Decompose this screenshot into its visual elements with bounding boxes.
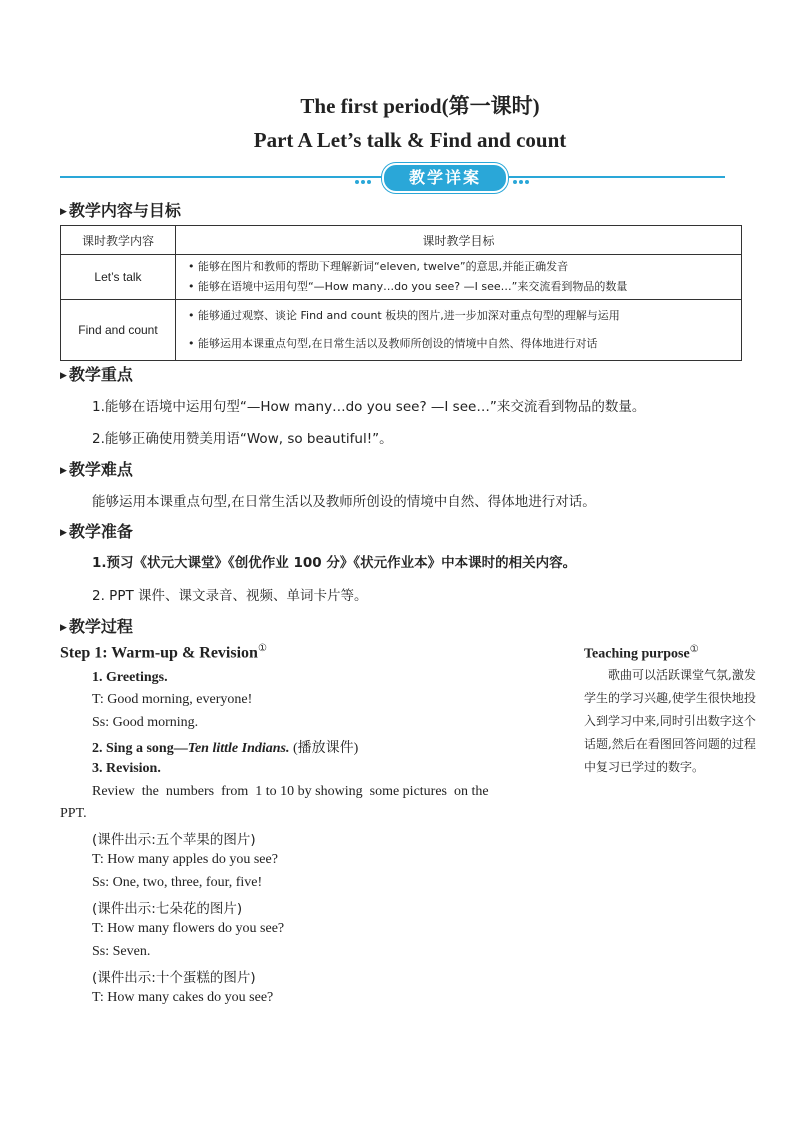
dialogue-line: Ss: Good morning. [92,715,199,730]
table-header: 课时教学目标 [176,226,742,255]
section-heading-goals: ▶ 教学内容与目标 [60,201,181,220]
preparation-item-1: 1.预习《状元大课堂》《创优作业 100 分》《状元作业本》中本课时的相关内容。 [92,555,577,571]
key-point-1: 1.能够在语境中运用句型“—How many…do you see? —I see…”来交流看到物品的数量。 [92,399,646,415]
dialogue-line: T: Good morning, everyone! [92,692,253,707]
item-revision: 3. Revision. [92,761,161,776]
banner-dots-right [512,169,538,183]
section-heading-process: ▶ 教学过程 [60,617,133,636]
triangle-icon: ▶ [60,371,67,381]
triangle-icon: ▶ [60,623,67,633]
ppt-note: (课件出示:五个苹果的图片) [92,832,256,848]
section-heading-key-points: ▶ 教学重点 [60,365,133,384]
section-heading-preparation: ▶ 教学准备 [60,522,133,541]
dialogue-line: T: How many apples do you see? [92,852,278,867]
review-text: Review the numbers from 1 to 10 by showing some pictures on the [92,784,489,799]
dialogue-line: Ss: One, two, three, four, five! [92,875,263,890]
table-cell-goals [176,255,742,300]
footnote-marker: ① [257,643,267,654]
goal-item: • 能够通过观察、谈论 Find and count 板块的图片,进一步加深对重点句型的理解与运用 [188,309,620,322]
triangle-icon: ▶ [60,207,67,217]
table-cell-goals [176,300,742,361]
table-cell-content: Let’s talk [61,255,176,300]
lesson-title: The first period(第一课时) [300,94,540,118]
side-note-text: 歌曲可以活跃课堂气氛,激发学生的学习兴趣,使学生很快地投入到学习中来,同时引出数字这个话题,然后在看图回答问题的过程中复习已学过的数字。 [584,668,756,774]
item-sing-song: 2. Sing a song—Ten little Indians. (播放课件) [92,741,359,756]
table-header: 课时教学内容 [61,226,176,255]
lesson-subtitle: Part A Let’s talk & Find and count [253,128,567,152]
preparation-item-2: 2. PPT 课件、课文录音、视频、单词卡片等。 [92,588,368,604]
side-note-title: Teaching purpose① [584,644,699,662]
banner-dots-left [354,169,380,183]
difficulty-text: 能够运用本课重点句型,在日常生活以及教师所创设的情境中自然、得体地进行对话。 [92,494,596,510]
table-cell-content: Find and count [61,300,176,361]
dialogue-line: Ss: Seven. [92,944,151,959]
key-point-2: 2.能够正确使用赞美用语“Wow, so beautiful!”。 [92,431,393,447]
table-row [61,300,742,361]
goal-item: • 能够在图片和教师的帮助下理解新词“eleven, twelve”的意思,并能正确发音 [188,260,569,273]
dialogue-line: T: How many flowers do you see? [92,921,285,936]
goal-item: • 能够运用本课重点句型,在日常生活以及教师所创设的情境中自然、得体地进行对话 [188,337,598,350]
table-row [61,255,742,300]
objectives-table [60,225,742,361]
table-header-row [61,226,742,255]
ppt-note: (课件出示:十个蛋糕的图片) [92,970,256,986]
section-heading-difficulties: ▶ 教学难点 [60,460,133,479]
review-text-cont: PPT. [60,806,87,821]
section-banner [60,161,725,191]
dialogue-line: T: How many cakes do you see? [92,990,274,1005]
triangle-icon: ▶ [60,466,67,476]
goal-item: • 能够在语境中运用句型“—How many…do you see? —I see…”来交流看到物品的数量 [188,280,628,293]
ppt-note: (课件出示:七朵花的图片) [92,901,243,917]
step-1-title: Step 1: Warm-up & Revision① [60,643,267,662]
footnote-marker: ① [689,644,699,655]
banner-label: 教学详案 [382,163,508,193]
triangle-icon: ▶ [60,528,67,538]
item-greetings: 1. Greetings. [92,670,168,685]
